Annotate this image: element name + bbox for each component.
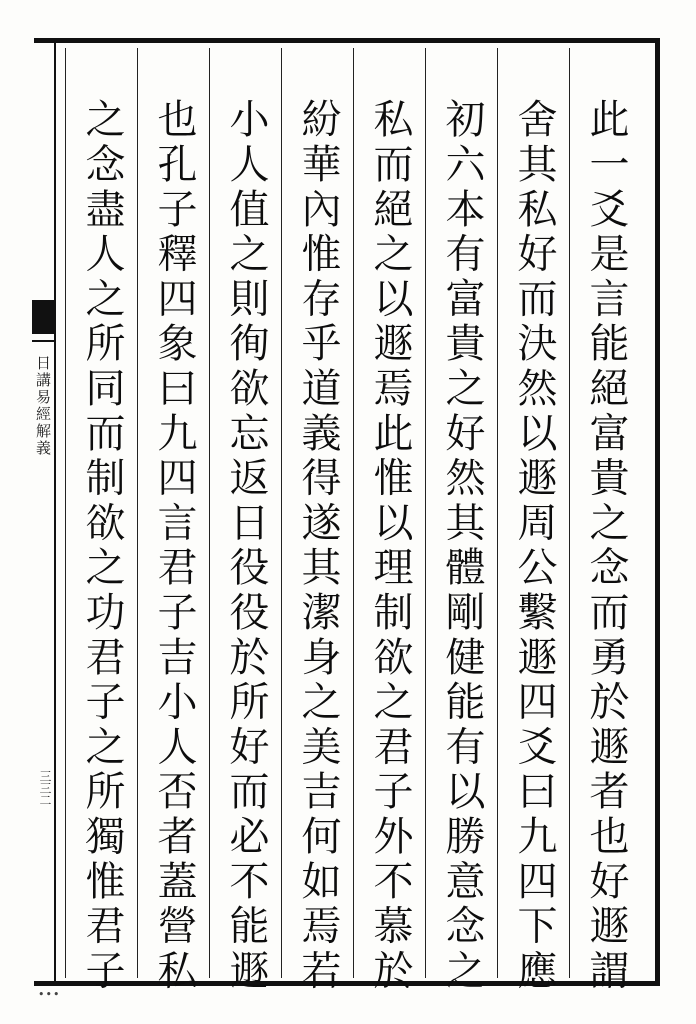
text-column-6 xyxy=(209,48,281,994)
column-text: 紛華內惟存乎道義得遂其潔身之美吉何如焉若 xyxy=(295,98,341,994)
column-text: 小人值之則徇欲忘返日役役於所好而必不能遯 xyxy=(223,98,269,994)
text-column-3 xyxy=(425,48,497,994)
text-column-8 xyxy=(65,48,137,994)
bottom-mark: ••• xyxy=(38,988,61,1001)
text-column-2 xyxy=(497,48,569,994)
text-column-4 xyxy=(353,48,425,994)
text-column-5 xyxy=(281,48,353,994)
column-text: 初六本有富貴之好然其體剛健能有以勝意念之 xyxy=(439,98,485,994)
margin-rule xyxy=(32,340,56,342)
text-column-1 xyxy=(569,48,641,994)
margin-page-number: 三三二 xyxy=(38,770,52,806)
column-text: 也孔子釋四象曰九四言君子吉小人否者蓋營私 xyxy=(151,98,197,994)
fishtail-mark xyxy=(32,300,56,334)
margin-book-title: 日講易經解義 xyxy=(34,355,52,457)
column-text: 舍其私好而決然以遯周公繫遯四爻曰九四下應 xyxy=(511,98,557,994)
column-text: 此一爻是言能絕富貴之念而勇於遯者也好遯謂 xyxy=(583,98,629,994)
column-text: 私而絕之以遯焉此惟以理制欲之君子外不慕於 xyxy=(367,98,413,994)
text-column-7 xyxy=(137,48,209,994)
binding-margin xyxy=(34,38,56,986)
column-text: 之念盡人之所同而制欲之功君子之所獨惟君子 xyxy=(79,98,125,994)
